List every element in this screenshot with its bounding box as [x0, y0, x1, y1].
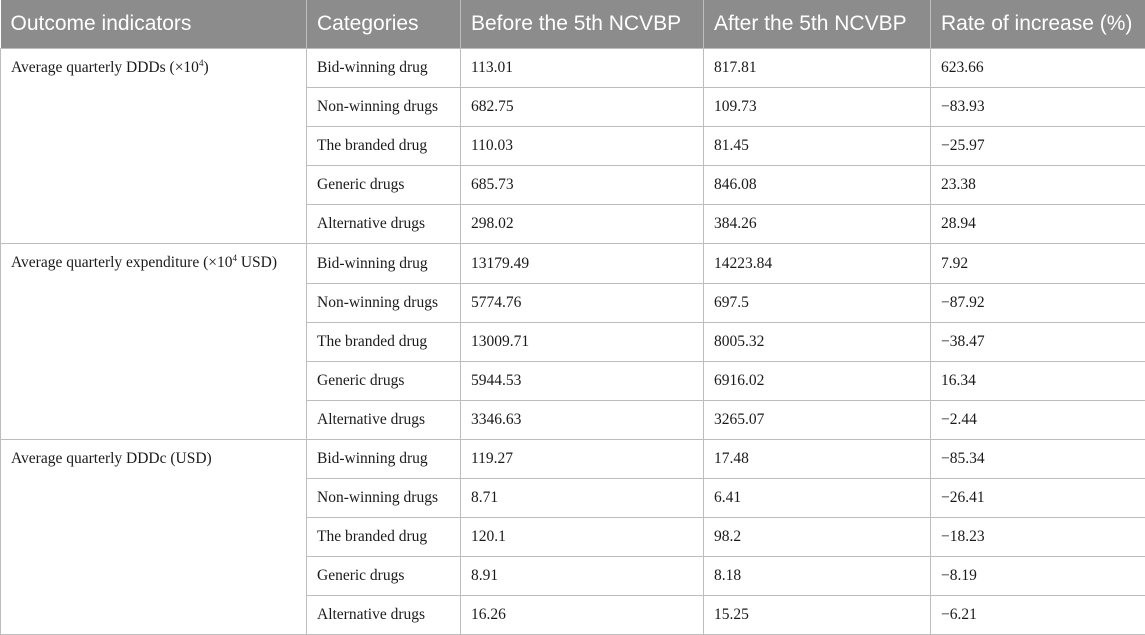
- after-value-cell: 15.25: [704, 596, 931, 635]
- rate-value-cell: −87.92: [931, 283, 1145, 322]
- indicator-label: Average quarterly DDDc (USD): [11, 450, 212, 467]
- header-row: [1, 0, 1145, 49]
- rate-value-cell: −2.44: [931, 400, 1145, 439]
- after-value-cell: 6916.02: [704, 361, 931, 400]
- outcome-indicator-cell: [1, 439, 307, 634]
- category-cell: Generic drugs: [307, 557, 461, 596]
- category-cell: Alternative drugs: [307, 596, 461, 635]
- before-value-cell: 110.03: [461, 127, 704, 166]
- category-cell: Non-winning drugs: [307, 479, 461, 518]
- category-cell: Generic drugs: [307, 361, 461, 400]
- before-value-cell: 120.1: [461, 518, 704, 557]
- after-value-cell: 846.08: [704, 166, 931, 205]
- indicator-label: Average quarterly DDDs (×10: [11, 59, 199, 76]
- rate-value-cell: −6.21: [931, 596, 1145, 635]
- category-cell: The branded drug: [307, 322, 461, 361]
- outcome-indicator-cell: [1, 49, 307, 244]
- after-value-cell: 17.48: [704, 439, 931, 478]
- indicator-exponent: 4: [232, 253, 237, 263]
- header-after: After the 5th NCVBP: [704, 0, 931, 49]
- after-value-cell: 8.18: [704, 557, 931, 596]
- rate-value-cell: −25.97: [931, 127, 1145, 166]
- indicator-exponent: 4: [199, 58, 204, 68]
- rate-value-cell: −18.23: [931, 518, 1145, 557]
- before-value-cell: 13179.49: [461, 244, 704, 283]
- before-value-cell: 8.71: [461, 479, 704, 518]
- header-before: Before the 5th NCVBP: [461, 0, 704, 49]
- after-value-cell: 98.2: [704, 518, 931, 557]
- before-value-cell: 685.73: [461, 166, 704, 205]
- category-cell: Generic drugs: [307, 166, 461, 205]
- before-value-cell: 8.91: [461, 557, 704, 596]
- indicator-unit: USD): [237, 254, 277, 271]
- category-cell: Bid-winning drug: [307, 49, 461, 88]
- table-body: [1, 49, 1145, 635]
- table-row: [1, 439, 1145, 478]
- category-cell: The branded drug: [307, 127, 461, 166]
- category-cell: Bid-winning drug: [307, 244, 461, 283]
- before-value-cell: 298.02: [461, 205, 704, 244]
- before-value-cell: 3346.63: [461, 400, 704, 439]
- category-cell: Alternative drugs: [307, 400, 461, 439]
- after-value-cell: 8005.32: [704, 322, 931, 361]
- category-cell: The branded drug: [307, 518, 461, 557]
- rate-value-cell: −38.47: [931, 322, 1145, 361]
- after-value-cell: 6.41: [704, 479, 931, 518]
- category-cell: Non-winning drugs: [307, 88, 461, 127]
- rate-value-cell: 7.92: [931, 244, 1145, 283]
- category-cell: Bid-winning drug: [307, 439, 461, 478]
- indicator-unit: ): [203, 59, 208, 76]
- before-value-cell: 13009.71: [461, 322, 704, 361]
- before-value-cell: 16.26: [461, 596, 704, 635]
- table-row: [1, 244, 1145, 283]
- outcome-indicator-cell: [1, 244, 307, 439]
- rate-value-cell: 16.34: [931, 361, 1145, 400]
- rate-value-cell: 28.94: [931, 205, 1145, 244]
- after-value-cell: 14223.84: [704, 244, 931, 283]
- indicator-label: Average quarterly expenditure (×10: [11, 254, 232, 271]
- before-value-cell: 682.75: [461, 88, 704, 127]
- before-value-cell: 5774.76: [461, 283, 704, 322]
- before-value-cell: 5944.53: [461, 361, 704, 400]
- after-value-cell: 817.81: [704, 49, 931, 88]
- after-value-cell: 109.73: [704, 88, 931, 127]
- after-value-cell: 81.45: [704, 127, 931, 166]
- after-value-cell: 697.5: [704, 283, 931, 322]
- header-outcome-indicators: Outcome indicators: [1, 0, 307, 49]
- rate-value-cell: −8.19: [931, 557, 1145, 596]
- after-value-cell: 384.26: [704, 205, 931, 244]
- before-value-cell: 119.27: [461, 439, 704, 478]
- before-value-cell: 113.01: [461, 49, 704, 88]
- rate-value-cell: −85.34: [931, 439, 1145, 478]
- rate-value-cell: 623.66: [931, 49, 1145, 88]
- after-value-cell: 3265.07: [704, 400, 931, 439]
- category-cell: Alternative drugs: [307, 205, 461, 244]
- header-rate: Rate of increase (%): [931, 0, 1145, 49]
- rate-value-cell: −26.41: [931, 479, 1145, 518]
- rate-value-cell: −83.93: [931, 88, 1145, 127]
- table-row: [1, 49, 1145, 88]
- header-categories: Categories: [307, 0, 461, 49]
- category-cell: Non-winning drugs: [307, 283, 461, 322]
- rate-value-cell: 23.38: [931, 166, 1145, 205]
